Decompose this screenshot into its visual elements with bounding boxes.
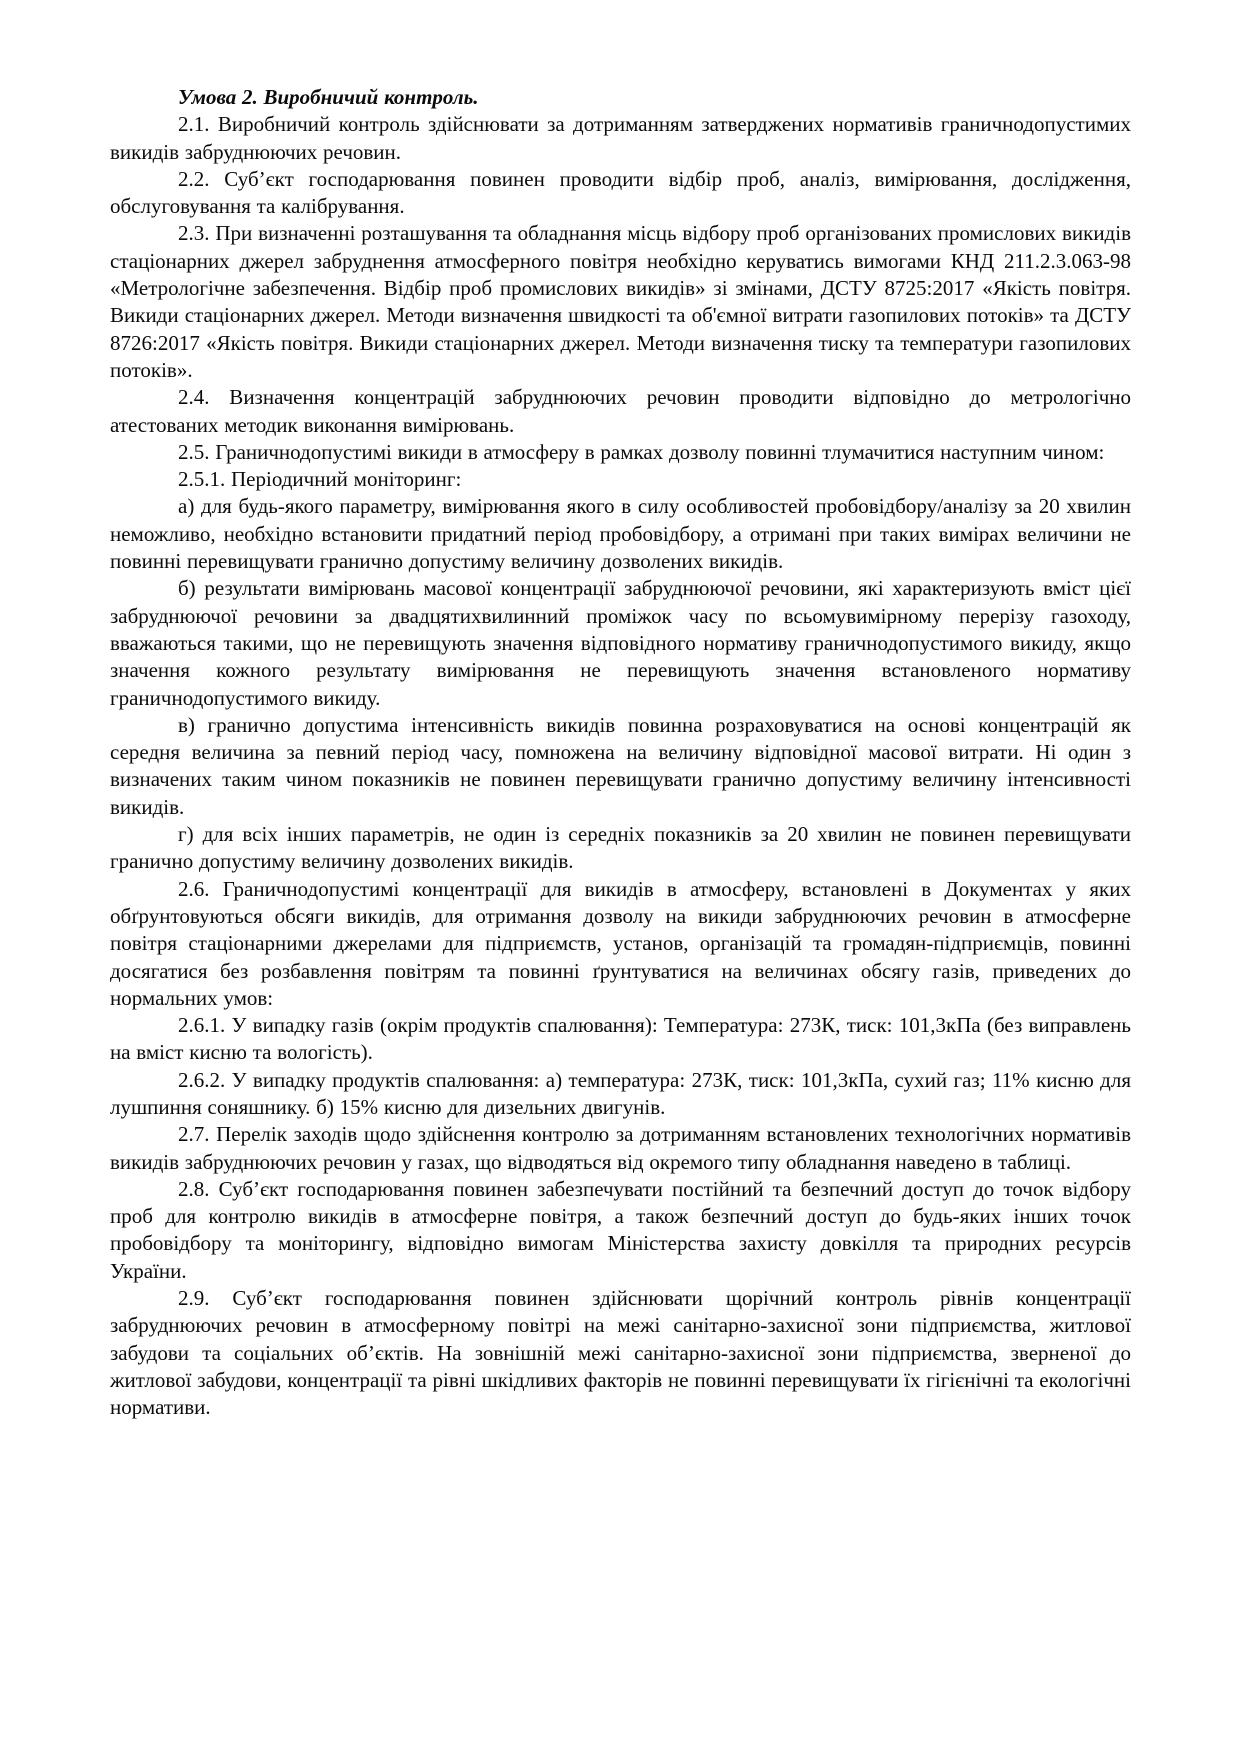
clause-g: г) для всіх інших параметрів, не один із середніх показників за 20 хвилин не повинен перевищувати гранично допустиму величину дозволених викидів. xyxy=(110,822,1131,874)
paragraph-2-6-1: 2.6.1. У випадку газів (окрім продуктів спалювання): Температура: 273К, тиск: 101,3кПа (без виправлень на вміст кисню та вологість). xyxy=(110,1013,1131,1065)
clause-v: в) гранично допустима інтенсивність викидів повинна розраховуватися на основі концентрацій як середня величина за певний період часу, помножена на величину відповідної масової витрати. Ні один з визначених таким чином показників не повинен перевищувати гранично допустиму величину інтенсивності викидів. xyxy=(110,712,1131,819)
paragraph-2-3: 2.3. При визначенні розташування та обладнання місць відбору проб організованих промислових викидів стаціонарних джерел забруднення атмосферного повітря необхідно керуватись вимогами КНД 211.2.3.063-98 «Метрологічне забезпечення. Відбір проб промислових викидів» зі змінами, ДСТУ 8725:2017 «Якість повітря. Викиди стаціонарних джерел. Методи визначення швидкості та об'ємної витрати газопилових потоків» та ДСТУ 8726:2017 «Якість повітря. Викиди стаціонарних джерел. Методи визначення тиску та температури газопилових потоків». xyxy=(110,221,1131,382)
clause-a: а) для будь-якого параметру, вимірювання якого в силу особливостей пробовідбору/аналізу за 20 хвилин неможливо, необхідно встановити придатний період пробовідбору, а отримані при таких вимірах величини не повинні перевищувати гранично допустиму величину дозволених викидів. xyxy=(110,494,1131,574)
paragraph-2-5: 2.5. Граничнодопустимі викиди в атмосферу в рамках дозволу повинні тлумачитися наступним чином: xyxy=(178,439,1105,464)
paragraph-2-6-2: 2.6.2. У випадку продуктів спалювання: а) температура: 273К, тиск: 101,3кПа, сухий газ; 11% кисню для лушпиння соняшнику. б) 15% кисню для дизельних двигунів. xyxy=(110,1067,1131,1119)
paragraph-2-6: 2.6. Граничнодопустимі концентрації для викидів в атмосферу, встановлені в Документах у яких обґрунтовуються обсяги викидів, для отримання дозволу на викиди забруднюючих речовин в атмосферне повітря стаціонарними джерелами для підприємств, установ, організацій та громадян-підприємців, повинні досягатися без розбавлення повітрям та повинні ґрунтуватися на величинах обсягу газів, приведених до нормальних умов: xyxy=(110,876,1131,1010)
paragraph-2-8: 2.8. Суб’єкт господарювання повинен забезпечувати постійний та безпечний доступ до точок відбору проб для контролю викидів в атмосферне повітря, а також безпечний доступ до будь-яких інших точок пробовідбору та моніторингу, відповідно вимогам Міністерства захисту довкілля та природних ресурсів України. xyxy=(110,1176,1131,1283)
paragraph-2-4: 2.4. Визначення концентрацій забруднюючих речовин проводити відповідно до метрологічно атестованих методик виконання вимірювань. xyxy=(110,385,1131,437)
clause-b: б) результати вимірювань масової концентрації забруднюючої речовини, які характеризують вміст цієї забруднюючої речовини за двадцятихвилинний проміжок часу по всьомувимірному перерізу газоходу, вважаються такими, що не перевищують значення відповідного нормативу граничнодопустимого викиду, якщо значення кожного результату вимірювання не перевищують значення встановленого нормативу граничнодопустимого викиду. xyxy=(110,576,1131,710)
paragraph-2-9: 2.9. Суб’єкт господарювання повинен здійснювати щорічний контроль рівнів концентрації забруднюючих речовин в атмосферному повітрі на межі санітарно-захисної зони підприємства, житлової забудови та соціальних об’єктів. На зовнішній межі санітарно-захисної зони підприємства, зверненої до житлової забудови, концентрації та рівні шкідливих факторів не повинні перевищувати їх гігієнічні та екологічні нормативи. xyxy=(110,1286,1131,1420)
paragraph-2-1: 2.1. Виробничий контроль здійснювати за дотриманням затверджених нормативів граничнодопустимих викидів забруднюючих речовин. xyxy=(110,112,1131,164)
paragraph-2-5-1: 2.5.1. Періодичний моніторинг: xyxy=(178,467,462,492)
paragraph-2-2: 2.2. Суб’єкт господарювання повинен проводити відбір проб, аналіз, вимірювання, дослідження, обслуговування та калібрування. xyxy=(110,166,1131,219)
paragraph-2-7: 2.7. Перелік заходів щодо здійснення контролю за дотриманням встановлених технологічних нормативів викидів забруднюючих речовин у газах, що відводяться від окремого типу обладнання наведено в таблиці. xyxy=(110,1122,1131,1174)
section-heading: Умова 2. Виробничий контроль. xyxy=(178,85,479,109)
